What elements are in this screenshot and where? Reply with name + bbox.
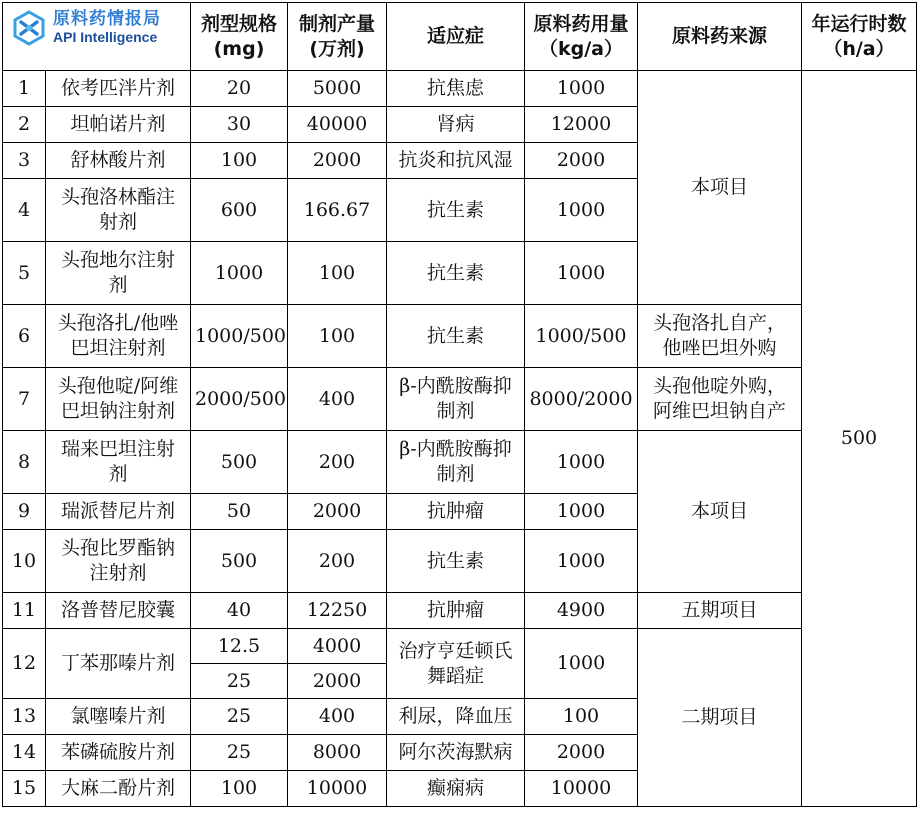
spec: 2000/500 [191, 368, 288, 431]
output: 400 [288, 699, 387, 735]
api-source-group-3: 二期项目 [638, 629, 802, 807]
logo-cell [3, 3, 191, 71]
row-number: 10 [3, 530, 46, 593]
header-api-usage: 原料药用量 （kg/a） [525, 3, 638, 71]
spec: 100 [191, 771, 288, 807]
api-usage: 2000 [525, 143, 638, 179]
drug-name: 坦帕诺片剂 [46, 107, 191, 143]
spec: 30 [191, 107, 288, 143]
drug-name: 头孢他啶/阿维 巴坦钠注射剂 [46, 368, 191, 431]
indication: 抗肿瘤 [387, 494, 525, 530]
drug-name: 苯磷硫胺片剂 [46, 735, 191, 771]
indication: β-内酰胺酶抑 制剂 [387, 368, 525, 431]
table-row [3, 71, 917, 107]
row-number: 15 [3, 771, 46, 807]
output: 100 [288, 305, 387, 368]
row-number: 12 [3, 629, 46, 699]
row-number: 3 [3, 143, 46, 179]
spec: 100 [191, 143, 288, 179]
indication: 抗生素 [387, 179, 525, 242]
spec: 500 [191, 431, 288, 494]
api-usage: 1000/500 [525, 305, 638, 368]
drug-name: 大麻二酚片剂 [46, 771, 191, 807]
row-number: 5 [3, 242, 46, 305]
drug-name: 头孢地尔注射 剂 [46, 242, 191, 305]
output: 12250 [288, 593, 387, 629]
output: 100 [288, 242, 387, 305]
row-number: 1 [3, 71, 46, 107]
table-row [3, 593, 917, 629]
api-source-row-6: 头孢洛扎自产， 他唑巴坦外购 [638, 305, 802, 368]
header-indication: 适应症 [387, 3, 525, 71]
api-usage: 2000 [525, 735, 638, 771]
api-usage: 1000 [525, 494, 638, 530]
indication: 肾病 [387, 107, 525, 143]
indication: 癫痫病 [387, 771, 525, 807]
output: 166.67 [288, 179, 387, 242]
api-intelligence-logo [11, 10, 161, 46]
api-source-row-7: 头孢他啶外购， 阿维巴坦钠自产 [638, 368, 802, 431]
output: 400 [288, 368, 387, 431]
drug-name: 氯噻嗪片剂 [46, 699, 191, 735]
output: 8000 [288, 735, 387, 771]
spec: 1000 [191, 242, 288, 305]
row-number: 2 [3, 107, 46, 143]
api-usage: 1000 [525, 530, 638, 593]
api-usage: 4900 [525, 593, 638, 629]
output: 200 [288, 530, 387, 593]
annual-hours: 500 [802, 71, 917, 807]
spec: 40 [191, 593, 288, 629]
drug-name: 头孢洛扎/他唑 巴坦注射剂 [46, 305, 191, 368]
indication: 抗肿瘤 [387, 593, 525, 629]
header-hours: 年运行时数 （h/a） [802, 3, 917, 71]
drug-name: 头孢洛林酯注 射剂 [46, 179, 191, 242]
api-usage: 8000/2000 [525, 368, 638, 431]
indication: 抗生素 [387, 530, 525, 593]
api-source-row-11: 五期项目 [638, 593, 802, 629]
api-source-group-1: 本项目 [638, 71, 802, 305]
api-usage: 1000 [525, 629, 638, 699]
header-spec: 剂型规格 (mg) [191, 3, 288, 71]
row-number: 6 [3, 305, 46, 368]
indication: 抗炎和抗风湿 [387, 143, 525, 179]
api-usage: 1000 [525, 242, 638, 305]
output: 2000 [288, 494, 387, 530]
logo-name-en: API Intelligence [53, 28, 158, 45]
spec: 12.5 [191, 629, 288, 664]
api-usage: 1000 [525, 71, 638, 107]
logo-name-cn: 原料药情报局 [53, 8, 161, 29]
drug-name: 依考匹泮片剂 [46, 71, 191, 107]
indication: 利尿，降血压 [387, 699, 525, 735]
api-usage: 100 [525, 699, 638, 735]
api-source-group-2: 本项目 [638, 431, 802, 593]
row-number: 9 [3, 494, 46, 530]
spec: 500 [191, 530, 288, 593]
api-usage: 10000 [525, 771, 638, 807]
indication: 阿尔茨海默病 [387, 735, 525, 771]
table-row [3, 629, 917, 664]
output: 5000 [288, 71, 387, 107]
output: 200 [288, 431, 387, 494]
spec: 1000/500 [191, 305, 288, 368]
table-row [3, 431, 917, 494]
row-number: 4 [3, 179, 46, 242]
spec: 50 [191, 494, 288, 530]
drug-name: 头孢比罗酯钠 注射剂 [46, 530, 191, 593]
table-row [3, 305, 917, 368]
spec: 20 [191, 71, 288, 107]
drug-name: 瑞派替尼片剂 [46, 494, 191, 530]
output: 40000 [288, 107, 387, 143]
output: 2000 [288, 664, 387, 699]
header-output: 制剂产量 (万剂) [288, 3, 387, 71]
api-usage: 1000 [525, 431, 638, 494]
drug-name: 瑞来巴坦注射 剂 [46, 431, 191, 494]
spec: 25 [191, 735, 288, 771]
api-usage: 12000 [525, 107, 638, 143]
spec: 600 [191, 179, 288, 242]
output: 4000 [288, 629, 387, 664]
row-number: 11 [3, 593, 46, 629]
header-api-source: 原料药来源 [638, 3, 802, 71]
output: 2000 [288, 143, 387, 179]
row-number: 8 [3, 431, 46, 494]
drug-name: 舒林酸片剂 [46, 143, 191, 179]
header-row [3, 3, 917, 71]
spec: 25 [191, 699, 288, 735]
output: 10000 [288, 771, 387, 807]
table-row [3, 368, 917, 431]
indication: 抗焦虑 [387, 71, 525, 107]
indication: β-内酰胺酶抑 制剂 [387, 431, 525, 494]
indication: 抗生素 [387, 242, 525, 305]
drug-name: 洛普替尼胶囊 [46, 593, 191, 629]
indication: 抗生素 [387, 305, 525, 368]
hexagon-logo-icon [11, 10, 47, 46]
api-production-table [2, 2, 917, 807]
row-number: 13 [3, 699, 46, 735]
spec: 25 [191, 664, 288, 699]
api-usage: 1000 [525, 179, 638, 242]
indication: 治疗亨廷顿氏 舞蹈症 [387, 629, 525, 699]
drug-name: 丁苯那嗪片剂 [46, 629, 191, 699]
row-number: 7 [3, 368, 46, 431]
row-number: 14 [3, 735, 46, 771]
